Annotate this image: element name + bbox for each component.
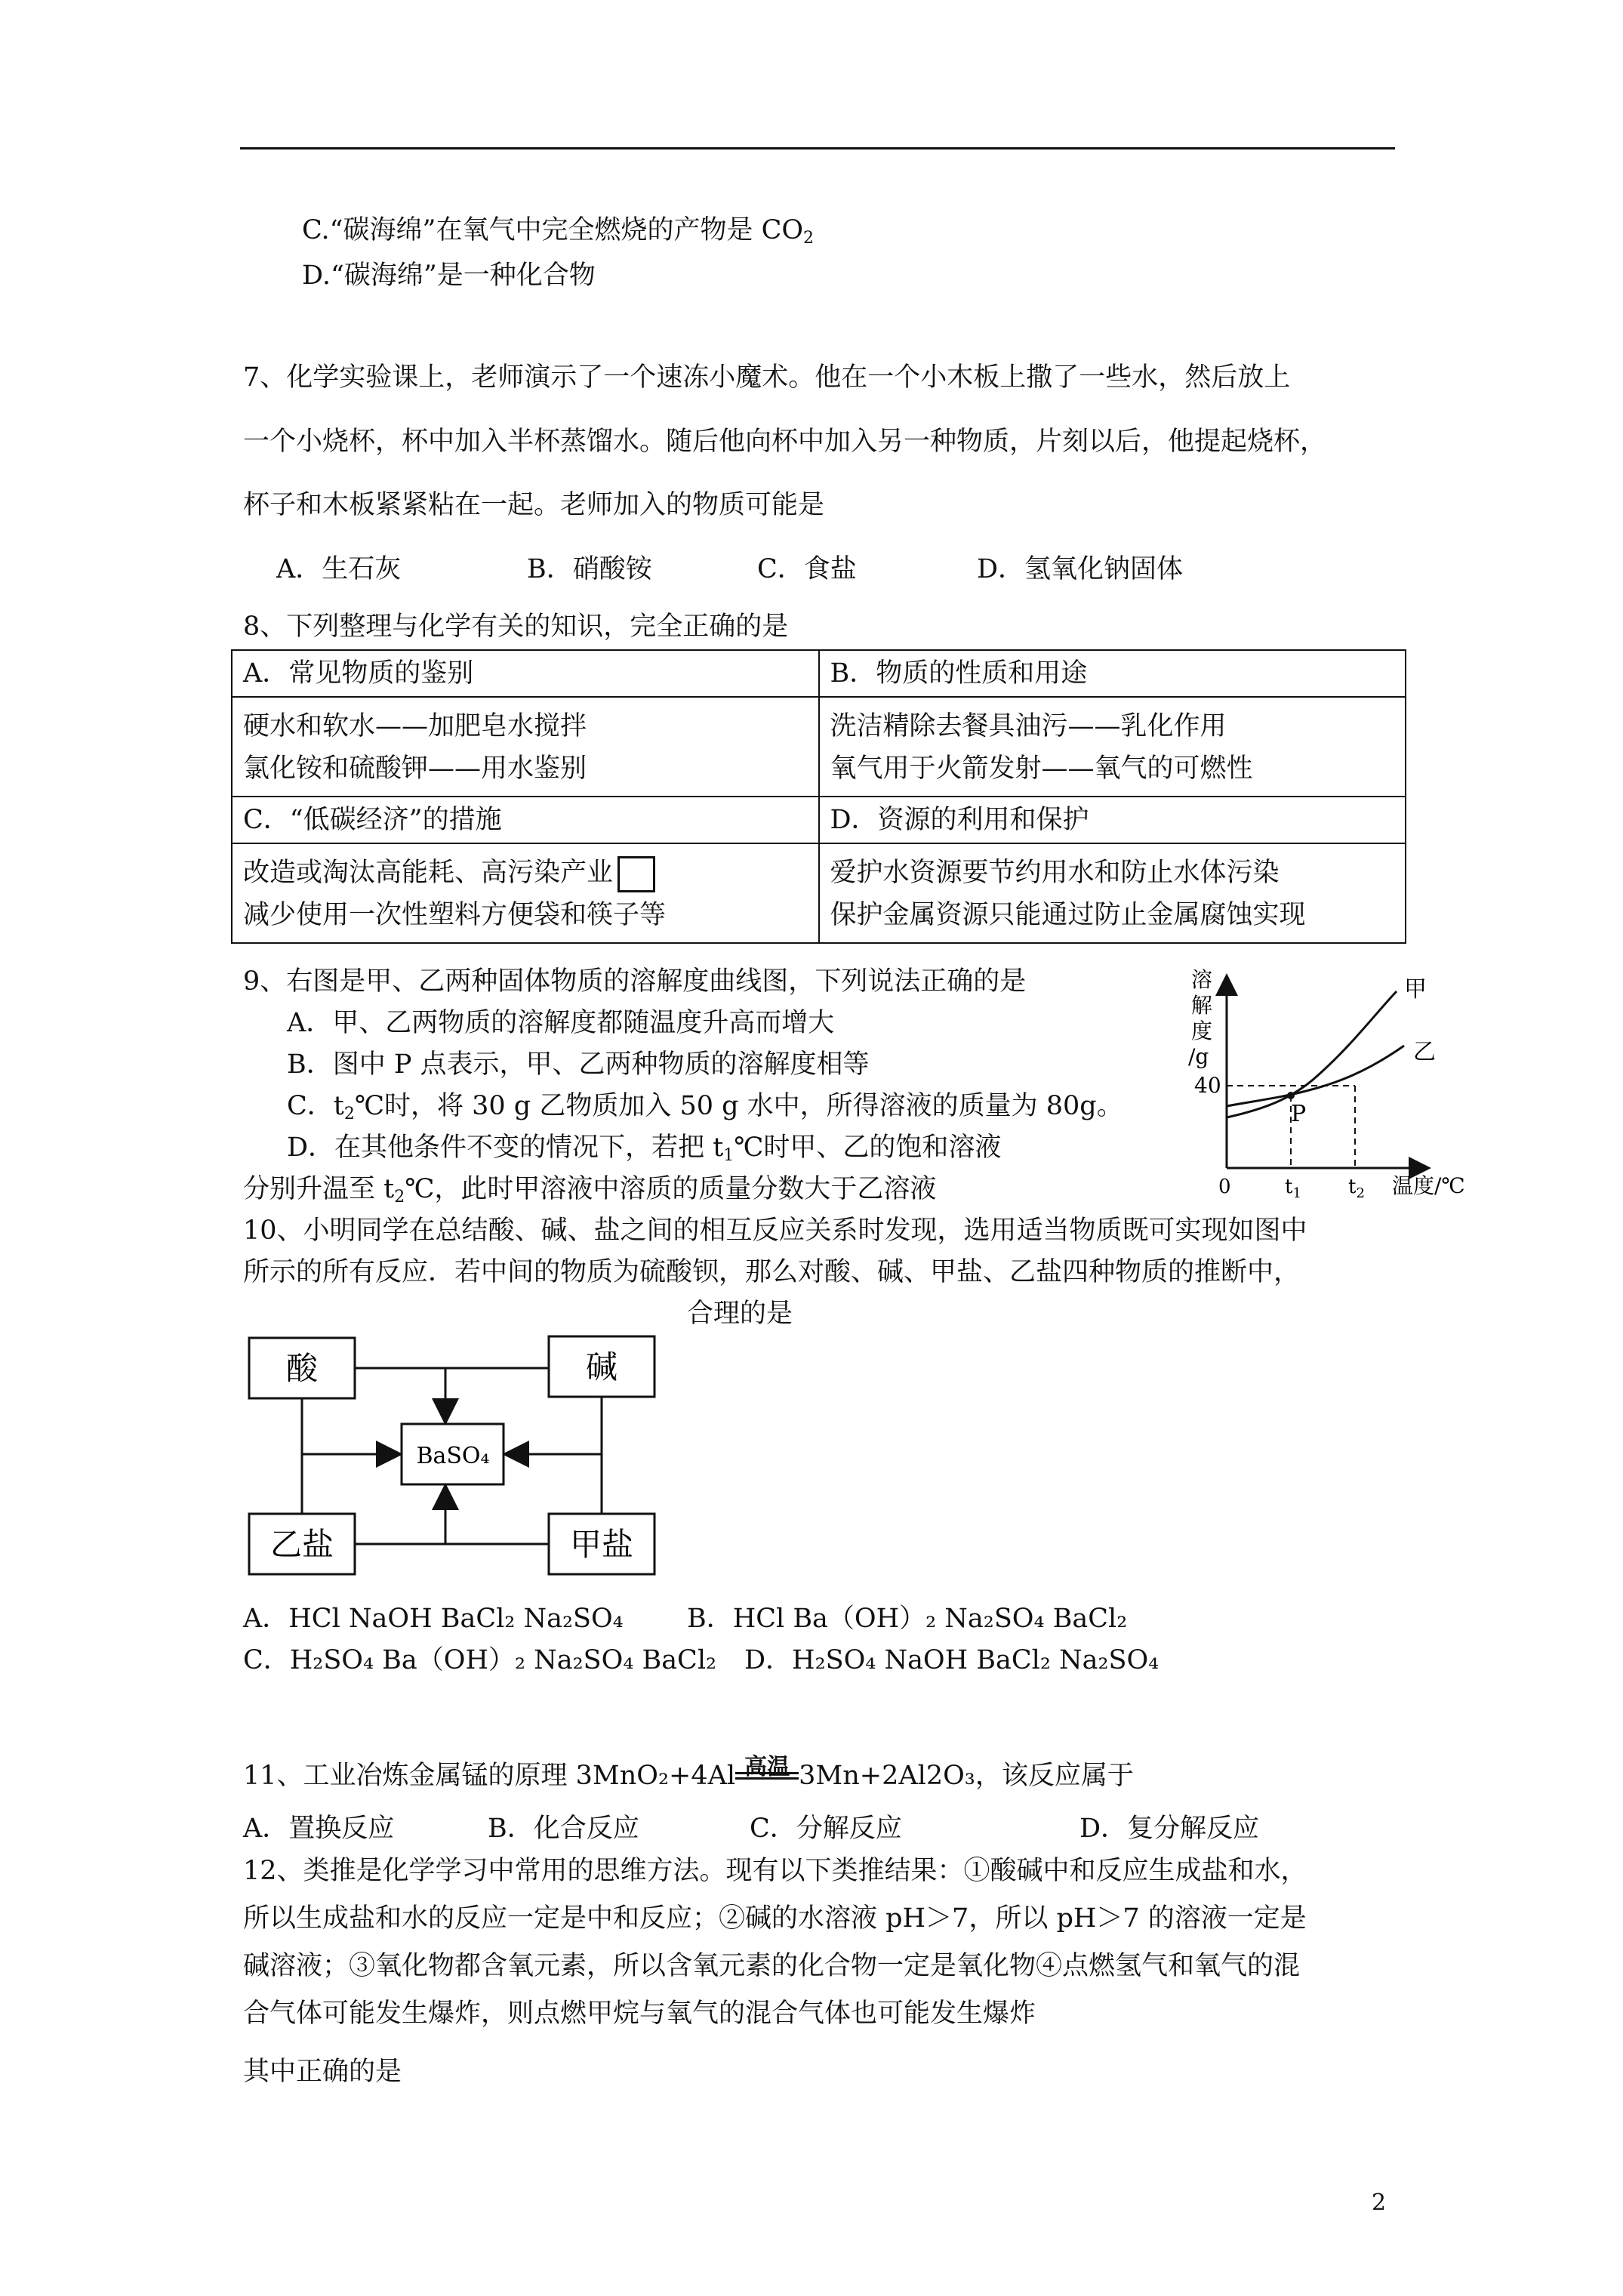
- q8-table: [231, 649, 1406, 944]
- q7-option-d: D．氢氧化钠固体: [977, 554, 1184, 584]
- q10-option-b: B．HCl Ba（OH）₂ Na₂SO₄ BaCl₂: [687, 1604, 1128, 1634]
- page-number: 2: [1372, 2190, 1387, 2216]
- q8-stem: 8、下列整理与化学有关的知识，完全正确的是: [243, 612, 789, 642]
- q7-line-2: 一个小烧杯，杯中加入半杯蒸馏水。随后他向杯中加入另一种物质，片刻以后，他提起烧杯，: [243, 427, 1327, 457]
- q9-option-c: C．$t_2℃$时，将 30 g 乙物质加入 50 g 水中，所得溶液的质量为 80g。: [287, 1091, 1123, 1123]
- y-label-3: 度: [1191, 1019, 1213, 1043]
- x-axis-label: 温度/℃: [1392, 1173, 1465, 1198]
- curve-jia: [1227, 991, 1397, 1117]
- q7-option-b: B．硝酸铵: [527, 554, 652, 584]
- q12-line-2: 所以生成盐和水的反应一定是中和反应；②碱的水溶液 pH＞7，所以 pH＞7 的溶液一定是: [243, 1903, 1307, 1934]
- q8-cell-c-body: 改造或淘汰高能耗、高污染产业 减少使用一次性塑料方便袋和筷子等: [232, 843, 819, 943]
- q11-stem: 11、工业冶炼金属锰的原理 3MnO₂+4Al 高温 3Mn+2Al2O₃，该反应属于: [243, 1754, 1134, 1791]
- q10-line-2: 所示的所有反应．若中间的物质为硫酸钡，那么对酸、碱、甲盐、乙盐四种物质的推断中，: [243, 1257, 1301, 1287]
- q11-option-b: B．化合反应: [488, 1814, 639, 1844]
- header-rule: [240, 147, 1395, 149]
- point-p-label: P: [1291, 1101, 1307, 1127]
- q7-option-c: C．食盐: [757, 554, 857, 584]
- point-p: [1287, 1092, 1295, 1099]
- q7-option-a: A．生石灰: [276, 554, 402, 584]
- q11-option-d: D．复分解反应: [1079, 1814, 1260, 1844]
- q6-option-d: D.“碳海绵”是一种化合物: [302, 260, 596, 291]
- x-tick-t1: $t_1$: [1285, 1176, 1301, 1201]
- q10-line-3: 合理的是: [687, 1299, 793, 1329]
- q12-line-4: 合气体可能发生爆炸，则点燃甲烷与氧气的混合气体也可能发生爆炸: [243, 1999, 1036, 2029]
- y-label-1: 溶: [1191, 967, 1213, 992]
- q7-line-1: 7、化学实验课上，老师演示了一个速冻小魔术。他在一个小木板上撒了一些水，然后放上: [243, 362, 1291, 393]
- q8-cell-c-head: C．“低碳经济”的措施: [232, 797, 819, 843]
- q12-line-1: 12、类推是化学学习中常用的思维方法。现有以下类推结果：①酸碱中和反应生成盐和水，: [243, 1856, 1307, 1886]
- q8-cell-d-body: 爱护水资源要节约用水和防止水体污染 保护金属资源只能通过防止金属腐蚀实现: [819, 843, 1406, 943]
- q9-option-a: A．甲、乙两物质的溶解度都随温度升高而增大: [287, 1008, 835, 1038]
- q11-option-c: C．分解反应: [750, 1814, 902, 1844]
- y-label-2: 解: [1191, 993, 1213, 1018]
- baso4-label: BaSO₄: [416, 1443, 490, 1469]
- reaction-diagram: [242, 1329, 664, 1586]
- origin-label: 0: [1218, 1176, 1231, 1198]
- q10-option-a: A．HCl NaOH BaCl₂ Na₂SO₄: [243, 1604, 624, 1634]
- curve-yi-label: 乙: [1413, 1039, 1436, 1065]
- salt-jia-label: 甲盐: [569, 1526, 634, 1563]
- q11-option-a: A．置换反应: [243, 1814, 395, 1844]
- solubility-graph: [1178, 963, 1487, 1212]
- y-tick-40: 40: [1194, 1073, 1221, 1098]
- q12-line-3: 碱溶液；③氧化物都含氧元素，所以含氧元素的化合物一定是氧化物④点燃氢气和氧气的混: [243, 1951, 1301, 1981]
- acid-label: 酸: [285, 1350, 319, 1387]
- q10-option-c: C．H₂SO₄ Ba（OH）₂ Na₂SO₄ BaCl₂: [243, 1645, 717, 1675]
- salt-yi-label: 乙盐: [269, 1526, 334, 1563]
- reaction-condition: 高温: [735, 1777, 799, 1784]
- q9-option-d: D．在其他条件不变的情况下，若把 $t_1℃$时甲、乙的饱和溶液: [287, 1133, 1002, 1165]
- q9-option-b: B．图中 P 点表示，甲、乙两种物质的溶解度相等: [287, 1049, 870, 1080]
- x-tick-t2: $t_2$: [1348, 1176, 1365, 1201]
- q8-cell-a-body: 硬水和软水——加肥皂水搅拌 氯化铵和硫酸钾——用水鉴别: [232, 697, 819, 797]
- q8-cell-b-body: 洗洁精除去餐具油污——乳化作用 氧气用于火箭发射——氧气的可燃性: [819, 697, 1406, 797]
- curve-yi: [1227, 1046, 1404, 1106]
- q6-option-c: C.“碳海绵”在氧气中完全燃烧的产物是 $CO_2$: [302, 215, 815, 248]
- answer-box: [617, 856, 655, 892]
- q9-option-d-cont: 分别升温至 $t_2℃$，此时甲溶液中溶质的质量分数大于乙溶液: [243, 1174, 937, 1207]
- q8-cell-a-head: A．常见物质的鉴别: [232, 650, 819, 697]
- q7-line-3: 杯子和木板紧紧粘在一起。老师加入的物质可能是: [243, 490, 825, 520]
- q10-option-d: D．H₂SO₄ NaOH BaCl₂ Na₂SO₄: [744, 1645, 1160, 1675]
- base-label: 碱: [585, 1348, 618, 1385]
- q12-line-5: 其中正确的是: [243, 2057, 402, 2087]
- q10-line-1: 10、小明同学在总结酸、碱、盐之间的相互反应关系时发现，选用适当物质既可实现如图中: [243, 1216, 1307, 1246]
- y-label-4: /g: [1188, 1044, 1209, 1069]
- q8-cell-d-head: D．资源的利用和保护: [819, 797, 1406, 843]
- q9-stem: 9、右图是甲、乙两种固体物质的溶解度曲线图，下列说法正确的是: [243, 966, 1027, 997]
- curve-jia-label: 甲: [1404, 976, 1427, 1003]
- q8-cell-b-head: B．物质的性质和用途: [819, 650, 1406, 697]
